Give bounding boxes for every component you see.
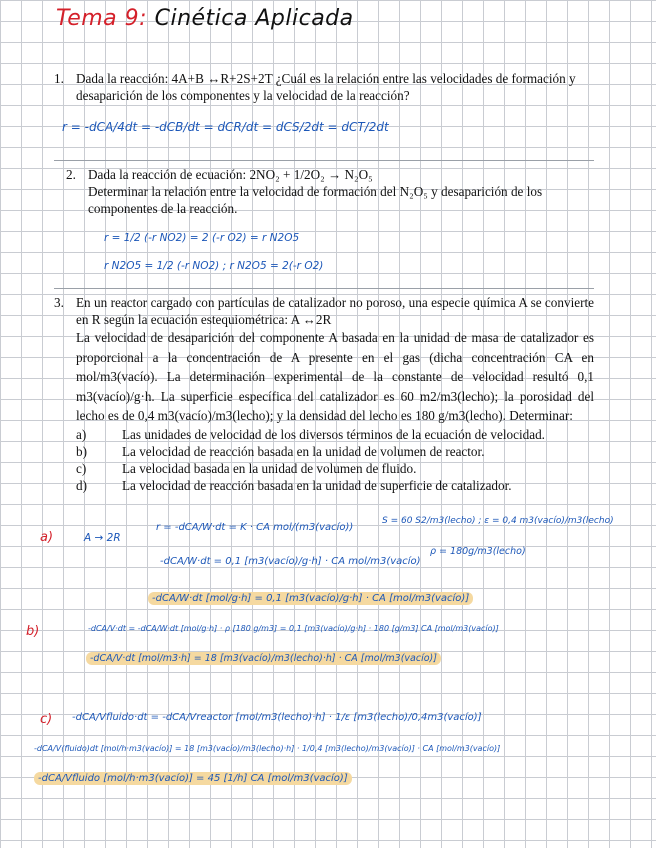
note-a-density: ρ = 180g/m3(lecho) — [430, 546, 526, 557]
question-items — [76, 426, 594, 494]
title-number: 9: — [124, 6, 148, 31]
question-paragraph-1: En un reactor cargado con partículas de catalizador no poroso, una especie química A se convierte en R según la ecuación estequiométrica: A ↔2R — [76, 295, 594, 327]
note-c-label: c) — [40, 712, 53, 727]
page-title — [56, 6, 354, 31]
note-c-line-2: -dCA/V(fluido)dt [mol/h·m3(vacío)] = 18 [m3(vacío)/m3(lecho)·h] · 1/0,4 [m3(lecho)/m3(vacío)] · CA [mol/m3(vacío)] — [34, 744, 501, 753]
item-letter: b) — [76, 443, 87, 459]
list-item — [76, 426, 594, 443]
note-b-highlight: -dCA/V·dt [mol/m3·h] = 18 [m3(vacío)/m3(lecho)·h] · CA [mol/m3(vacío)] — [86, 652, 441, 665]
note-c-line-1: -dCA/Vfluido·dt = -dCA/Vreactor [mol/m3(lecho)·h] · 1/ε [m3(lecho)/0,4m3(vacío)] — [72, 712, 482, 723]
item-letter: d) — [76, 477, 87, 493]
note-b-label: b) — [26, 624, 40, 639]
item-letter: c) — [76, 460, 87, 476]
question-number: 2. — [66, 167, 76, 182]
answer-2-line-1: r = 1/2 (-r NO2) = 2 (-r O2) = r N2O5 — [104, 232, 300, 244]
question-line-1: Dada la reacción de ecuación: 2NO₂ + 1/2O₂ → N₂O₅ — [88, 167, 373, 182]
note-a-reaction: A → 2R — [84, 532, 121, 544]
question-2 — [66, 166, 586, 217]
note-a-highlight: -dCA/W·dt [mol/g·h] = 0,1 [m3(vacío)/g·h] · CA [mol/m3(vacío)] — [148, 592, 473, 605]
item-letter: a) — [76, 426, 87, 442]
question-line-2: Determinar la relación entre la velocidad de formación del N₂O₅ y desaparición de los componentes de la reacción. — [88, 184, 543, 216]
list-item — [76, 443, 594, 460]
note-c-highlight: -dCA/Vfluido [mol/h·m3(vacío)] = 45 [1/h] CA [mol/m3(vacío)] — [34, 772, 352, 785]
note-a-constants: S = 60 S2/m3(lecho) ; ε = 0,4 m3(vacío)/m3(lecho) — [382, 516, 614, 526]
title-topic: Tema — [56, 6, 118, 31]
question-number: 3. — [54, 295, 64, 310]
question-3 — [54, 294, 594, 494]
list-item — [76, 460, 594, 477]
question-1 — [54, 70, 584, 104]
note-b-line-1: -dCA/V·dt = -dCA/W·dt [mol/g·h] · ρ [180 g/m3] = 0,1 [m3(vacío)/g·h] · 180 [g/m3] CA [mol/m3(vacío)] — [88, 624, 499, 633]
note-a-label: a) — [40, 530, 54, 545]
item-text: La velocidad de reacción basada en la unidad de superficie de catalizador. — [122, 477, 512, 493]
divider — [54, 160, 594, 161]
list-item — [76, 477, 594, 494]
answer-1: r = -dCA/4dt = -dCB/dt = dCR/dt = dCS/2dt = dCT/2dt — [62, 120, 389, 134]
note-a-rate: r = -dCA/W·dt = K · CA mol/(m3(vacío)) — [156, 522, 354, 533]
note-a-line-2: -dCA/W·dt = 0,1 [m3(vacío)/g·h] · CA mol/m3(vacío) — [160, 556, 421, 567]
question-number: 1. — [54, 71, 64, 86]
title-name: Cinética Aplicada — [154, 6, 354, 31]
divider — [54, 288, 594, 289]
item-text: La velocidad basada en la unidad de volumen de fluido. — [122, 460, 417, 476]
question-paragraph-2: La velocidad de desaparición del componente A basada en la unidad de masa de catalizador es proporcional a la concentración de A presente en el gas (dicha concentración CA en mol/m3(vacío). La determinación experimental de la constante de velocidad resultó 0,1 m3(vacío)/g·h. La superficie específica del catalizador es 60 m2/m3(lecho); la porosidad del lecho es de 0,4 m3(vacío)/m3(lecho); y la densidad del lecho es 180 g/m3(lecho). Determinar: — [76, 330, 594, 423]
question-text: Dada la reacción: 4A+B ↔R+2S+2T ¿Cuál es la relación entre las velocidades de formación y desaparición de los componentes y la velocidad de la reacción? — [76, 71, 576, 103]
answer-2-line-2: r N2O5 = 1/2 (-r NO2) ; r N2O5 = 2(-r O2) — [104, 260, 324, 272]
item-text: Las unidades de velocidad de los diversos términos de la ecuación de velocidad. — [122, 426, 545, 442]
item-text: La velocidad de reacción basada en la unidad de volumen de reactor. — [122, 443, 485, 459]
